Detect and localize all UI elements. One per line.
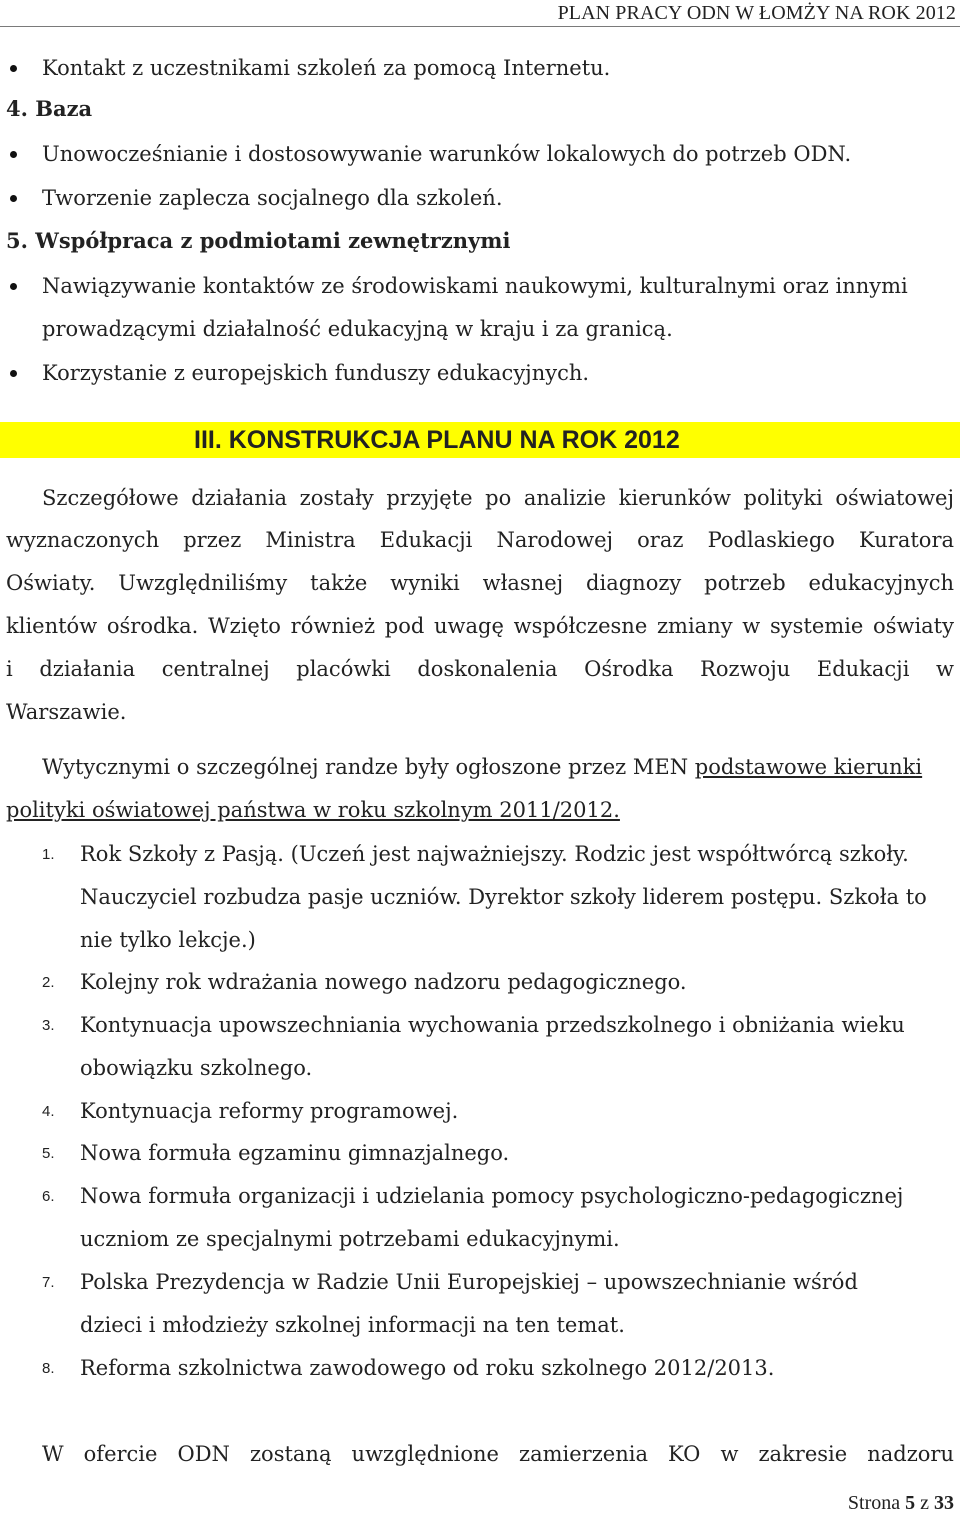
list-number: 2. [42,974,55,991]
list-item-line: Polska Prezydencja w Radzie Unii Europejskiej – upowszechnianie wśród [80,1270,858,1294]
paragraph-line: i działania centralnej placówki doskonalenia Ośrodka Rozwoju Edukacji w [6,657,954,681]
bullet-item-warunki: Unowocześnianie i dostosowywanie warunków lokalowych do potrzeb ODN. [42,142,852,166]
paragraph-line: Oświaty. Uwzględniliśmy także wyniki własnej diagnozy potrzeb edukacyjnych [6,571,954,595]
list-item-line: Kontynuacja reformy programowej. [80,1099,459,1123]
list-item-line: Nowa formuła egzaminu gimnazjalnego. [80,1141,510,1165]
list-item-line: Kontynuacja upowszechniania wychowania przedszkolnego i obniżania wieku [80,1013,905,1037]
list-item-line: nie tylko lekcje.) [80,928,256,952]
list-item-line: Rok Szkoły z Pasją. (Uczeń jest najważniejszy. Rodzic jest współtwórcą szkoły. [80,842,909,866]
section-title: III. KONSTRUKCJA PLANU NA ROK 2012 [194,426,680,454]
paragraph-line: wyznaczonych przez Ministra Edukacji Narodowej oraz Podlaskiego Kuratora [6,528,954,552]
footer-prefix: Strona [847,1492,906,1514]
bullet-item-zaplecze: Tworzenie zaplecza socjalnego dla szkoleń. [42,186,503,210]
heading-wspolpraca: 5. Współpraca z podmiotami zewnętrznymi [6,228,511,253]
bullet-item-fundusze: Korzystanie z europejskich funduszy edukacyjnych. [42,361,590,385]
list-item-line: Nowa formuła organizacji i udzielania pomocy psychologiczno-pedagogicznej [80,1184,904,1208]
list-item-line: obowiązku szkolnego. [80,1056,313,1080]
list-item-line: Nauczyciel rozbudza pasje uczniów. Dyrektor szkoły liderem postępu. Szkoła to [80,885,927,909]
bullet-icon [10,370,17,377]
footer-sep: z [915,1492,934,1514]
list-number: 6. [42,1188,55,1205]
guidelines-link-part2: polityki oświatowej państwa w roku szkolnym 2011/2012. [6,798,620,822]
list-number: 3. [42,1017,55,1034]
closing-line: W ofercie ODN zostaną uwzględnione zamierzenia KO w zakresie nadzoru [42,1442,954,1466]
bullet-icon [10,65,17,72]
list-item-line: dzieci i młodzieży szkolnej informacji na ten temat. [80,1313,625,1337]
bullet-icon [10,195,17,202]
list-number: 5. [42,1145,55,1162]
paragraph-line: klientów ośrodka. Wzięto również pod uwagę współczesne zmiany w systemie oświaty [6,614,954,638]
list-number: 7. [42,1274,55,1291]
list-number: 1. [42,846,55,863]
page-footer [848,1490,954,1516]
guidelines-link-part1: podstawowe kierunki [694,755,923,779]
page-header [0,0,960,27]
list-item-line: uczniom ze specjalnymi potrzebami edukacyjnymi. [80,1227,620,1251]
list-item-line: Kolejny rok wdrażania nowego nadzoru pedagogicznego. [80,970,687,994]
paragraph-line: Szczegółowe działania zostały przyjęte po analizie kierunków polityki oświatowej [42,486,954,510]
bullet-item-kontakty-line1: Nawiązywanie kontaktów ze środowiskami naukowymi, kulturalnymi oraz innymi [42,274,908,298]
footer-total-pages: 33 [934,1492,954,1514]
section-heading-band [0,422,960,458]
list-number: 4. [42,1103,55,1120]
list-item-line: Reforma szkolnictwa zawodowego od roku szkolnego 2012/2013. [80,1356,775,1380]
bullet-item-internet: Kontakt z uczestnikami szkoleń za pomocą Internetu. [42,56,611,80]
heading-baza: 4. Baza [6,96,93,121]
bullet-item-kontakty-line2: prowadzącymi działalność edukacyjną w kraju i za granicą. [42,317,673,341]
footer-page-number: 5 [905,1492,916,1514]
bullet-icon [10,283,17,290]
bullet-icon [10,151,17,158]
list-number: 8. [42,1360,55,1377]
guidelines-lead: Wytycznymi o szczególnej randze były ogłoszone przez MEN [42,755,695,779]
guidelines-intro [42,753,922,781]
header-title: PLAN PRACY ODN W ŁOMŻY NA ROK 2012 [557,2,956,24]
paragraph-line: Warszawie. [6,700,127,724]
